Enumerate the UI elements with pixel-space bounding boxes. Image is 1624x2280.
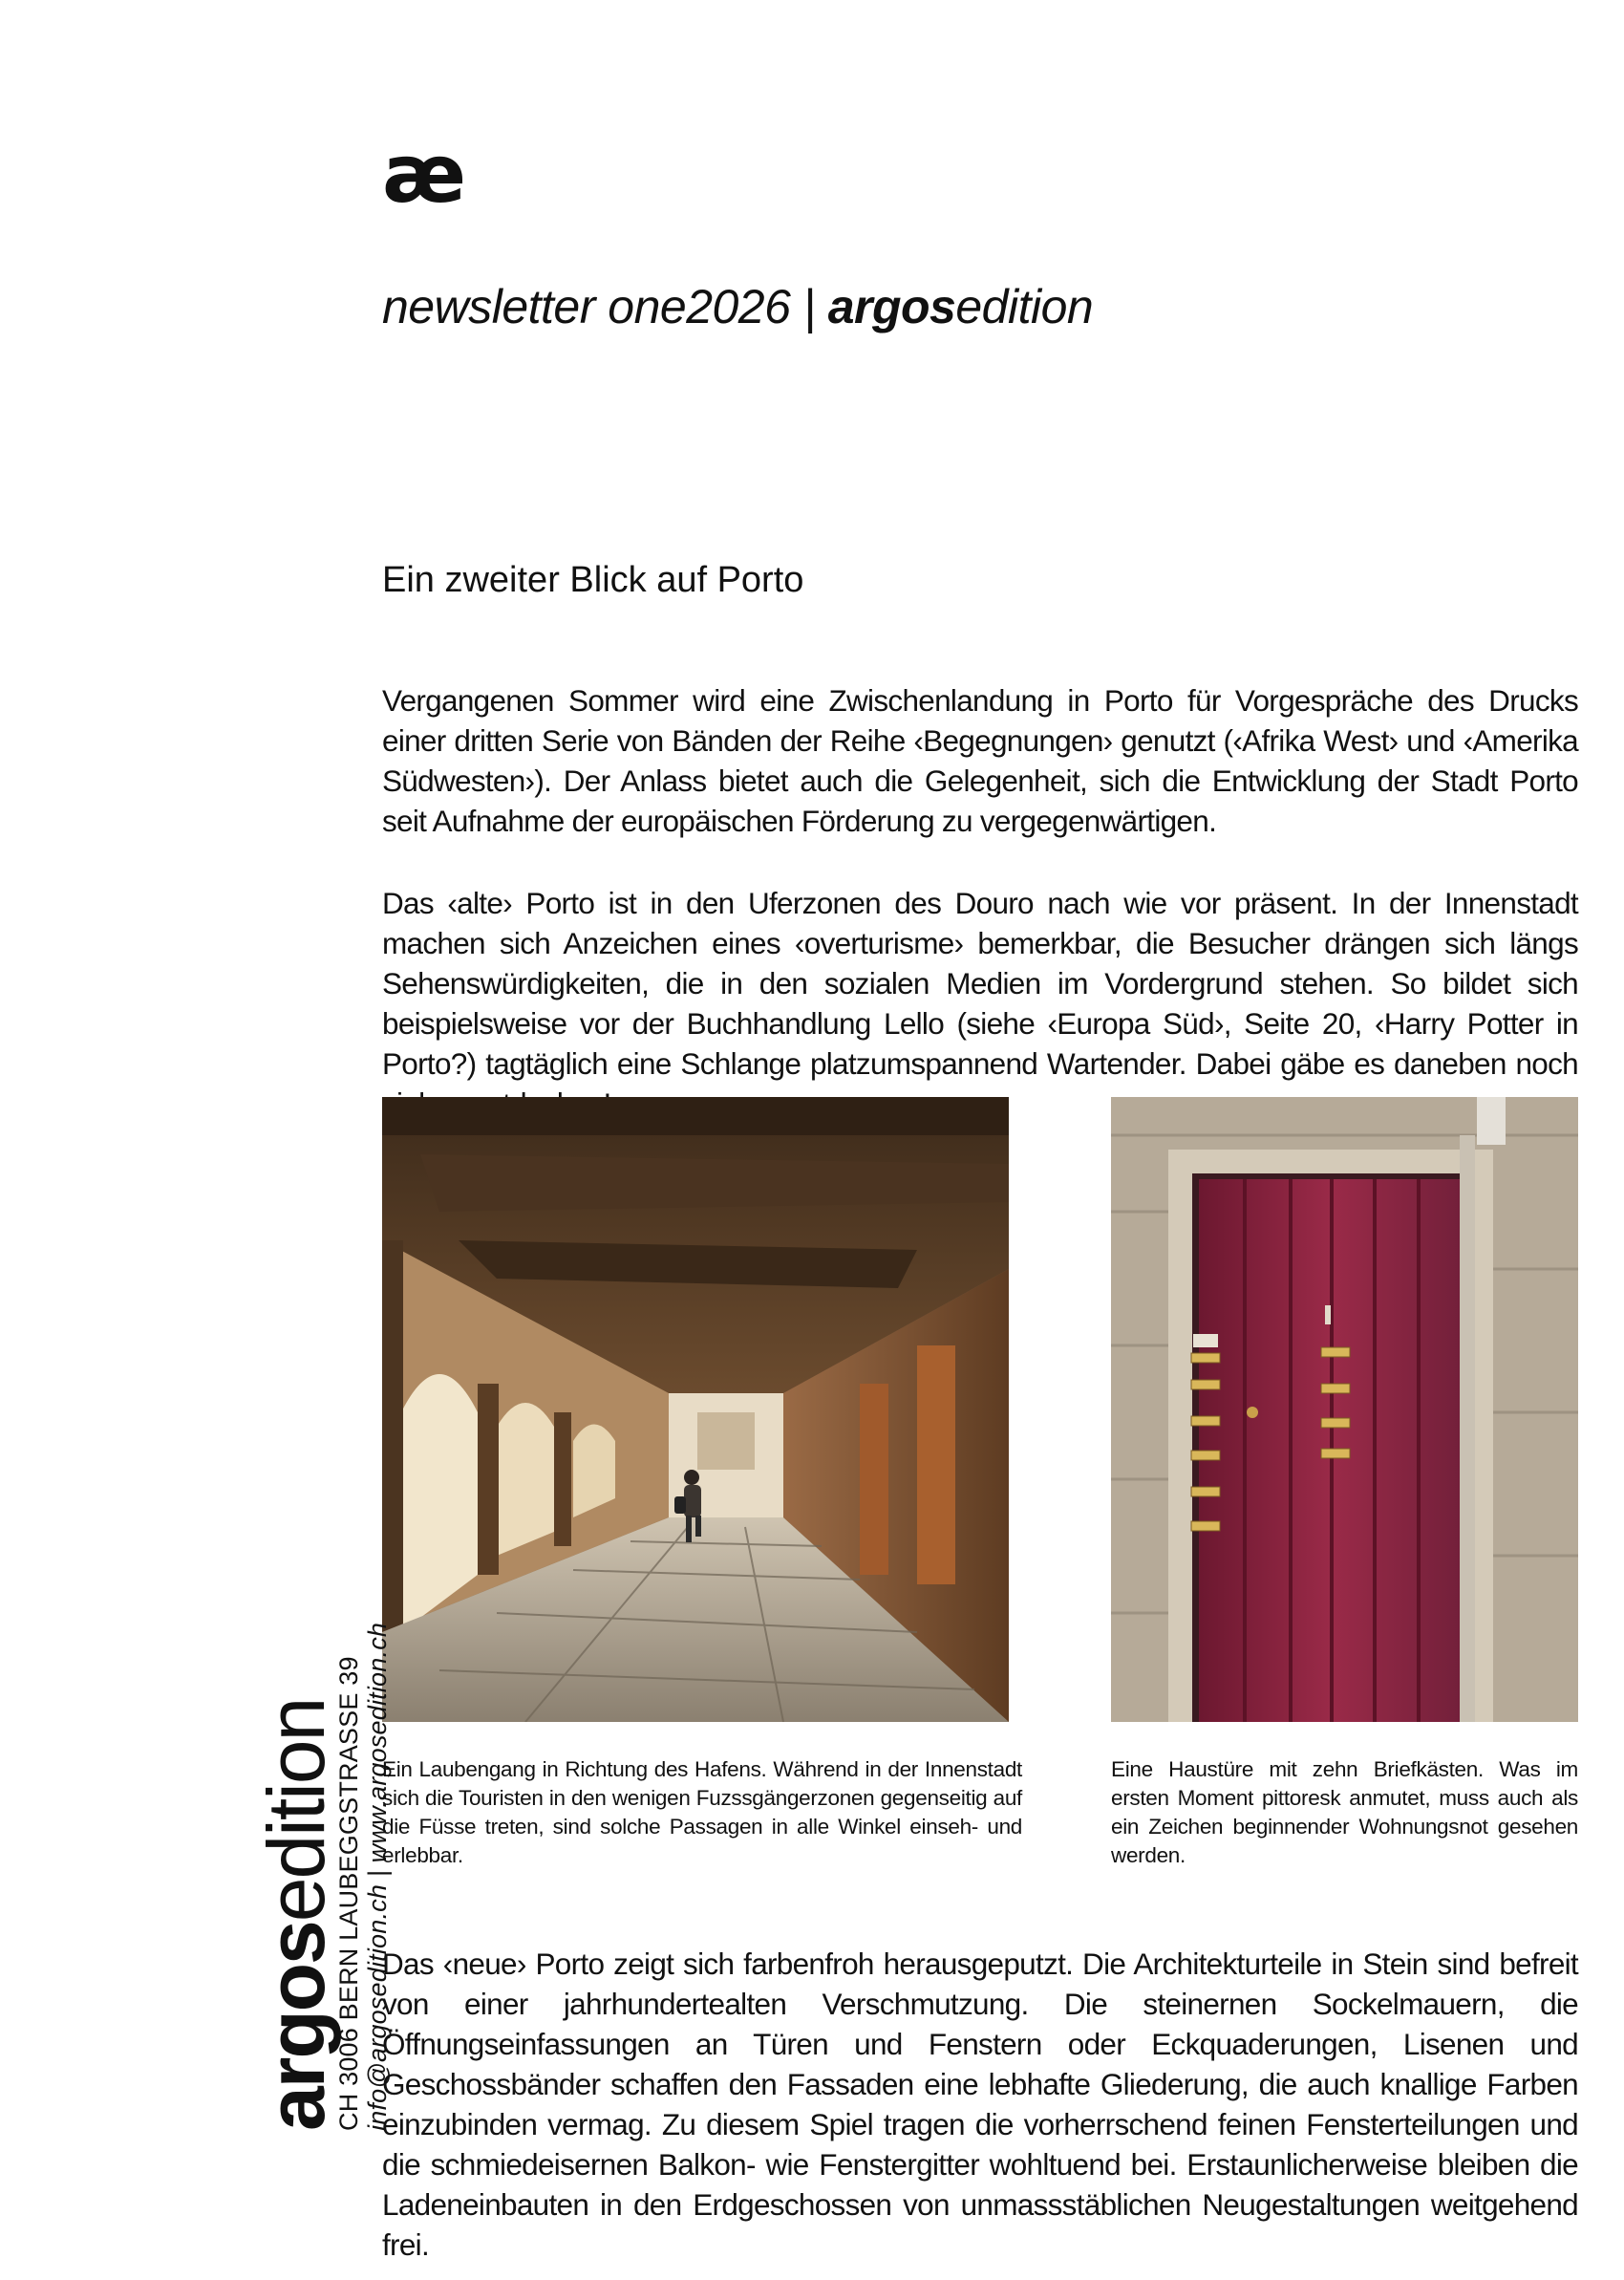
door-photo — [1111, 1097, 1578, 1722]
article-title: Ein zweiter Blick auf Porto — [382, 560, 804, 600]
arcade-photo-illustration — [382, 1097, 1009, 1722]
sidebar-brand — [251, 1623, 341, 2131]
masthead-brand-rest: edition — [955, 280, 1094, 333]
sidebar-contact: info@argosedition.ch | www.argosedition.ch — [363, 1622, 392, 2131]
sidebar-imprint — [251, 1622, 392, 2131]
article-paragraph-2: Das ‹alte› Porto ist in den Uferzonen des Douro nach wie vor präsent. In der Innenstadt machen sich Anzeichen eines ‹overturisme› bemerkbar, die Besucher drängen sich längs Sehenswürdigkeiten, die in den sozialen Medien im Vordergrund stehen. So bildet sich beispielsweise vor der Buchhandlung Lello (siehe ‹Europa Süd›, Seite 20, ‹Harry Potter in Porto?) tagtäglich eine Schlange platzumspannend Wartender. Dabei gäbe es daneben noch — [382, 885, 1578, 1081]
ae-logo: æ — [382, 127, 467, 221]
sidebar-address: CH 3006 BERN LAUBEGGSTRASSE 39 — [334, 1656, 363, 2131]
masthead-brand-bold: argos — [827, 280, 956, 333]
masthead-prefix: newsletter one2026 | — [382, 280, 828, 333]
masthead — [382, 279, 1093, 334]
sidebar-brand-bold: argos — [251, 1922, 341, 2131]
arcade-photo-caption: Ein Laubengang in Richtung des Hafens. Während in der Innenstadt sich die Touristen in den wenigen Fuzssgängerzonen gegenseitig auf die Füsse treten, sind solche Passagen in alle Winkel einseh- und erlebbar. — [382, 1757, 1022, 1867]
sidebar-brand-rest: edition — [251, 1698, 341, 1923]
door-photo-illustration — [1111, 1097, 1578, 1722]
article-paragraph-3: Das ‹neue› Porto zeigt sich farbenfroh herausgeputzt. Die Architekturteile in Stein sind befreit von einer jahrhundertealten Verschmutzung. Die steinernen Sockelmauern, die Öffnungseinfassungen an Türen und Fenstern oder Eckquaderungen, Lisenen und Geschossbänder schaffen den Fassaden eine lebhafte Gliederung, die auch knallige Farben einzubinden vermag. Zu diesem Spiel tragen die vorherrschend feinen Fensterteilungen und die schmiedeisernen Balkon- wie Fenstergitter wohltuend bei. Erstaunlicherweise bleiben die Ladeneinbauten in den Erdgeschossen von unmassstäblichen Neugestaltungen weitgehend frei. — [382, 1946, 1578, 2262]
door-photo-caption: Eine Haustüre mit zehn Briefkästen. Was im ersten Moment pittoresk anmutet, muss auch als ein Zeichen beginnender Wohnungsnot gesehen werden. — [1111, 1757, 1578, 1867]
article-paragraph-1: Vergangenen Sommer wird eine Zwischenlandung in Porto für Vorgespräche des Drucks einer dritten Serie von Bänden der Reihe ‹Begegnungen› genutzt (‹Afrika West› und ‹Amerika Südwesten›). Der Anlass bietet auch die Gelegenheit, sich die Entwicklung der Stadt Porto seit Aufnahme der europäischen Förderung zu vergegenwärtigen. — [382, 682, 1578, 838]
arcade-photo — [382, 1097, 1009, 1722]
